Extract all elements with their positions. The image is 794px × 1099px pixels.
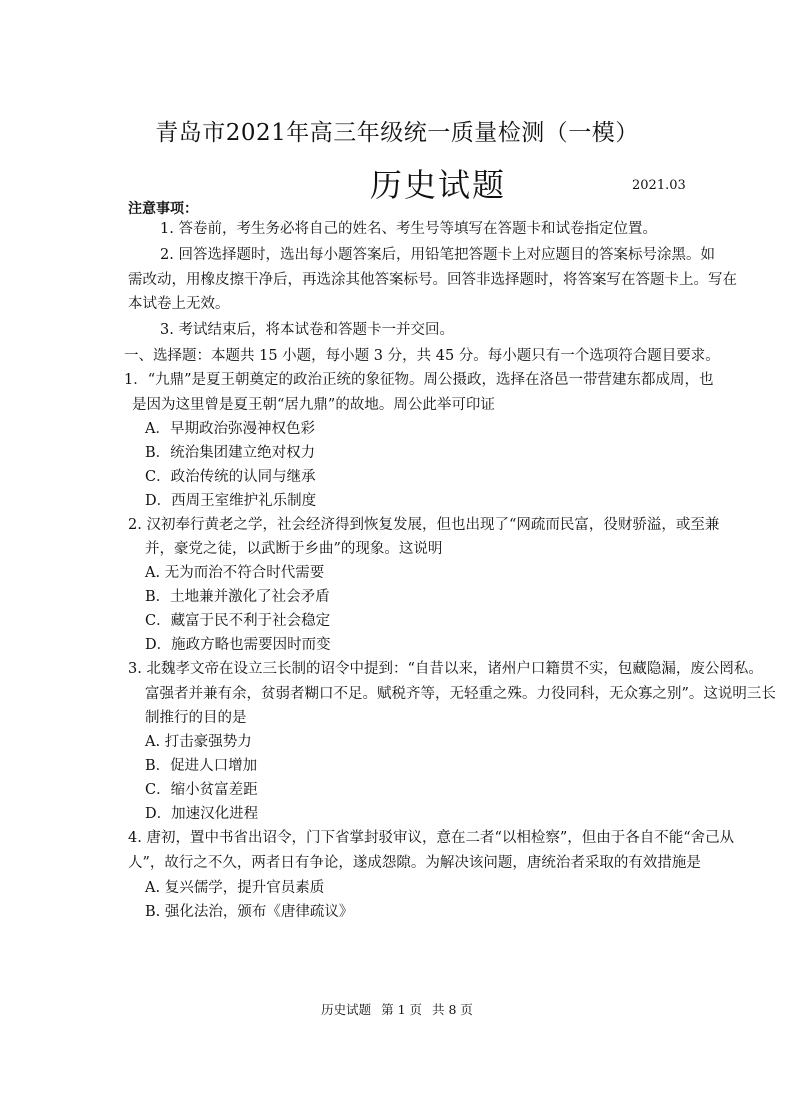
question-2-option-d: D．施政方略也需要因时而变 — [145, 637, 331, 653]
question-3-option-c: C．缩小贫富差距 — [145, 782, 258, 798]
footer-subject: 历史试题 — [321, 1002, 372, 1017]
question-1-option-b: B．统治集团建立绝对权力 — [145, 445, 316, 461]
question-2-option-c: C．藏富于民不利于社会稳定 — [145, 613, 331, 629]
question-3-option-d: D．加速汉化进程 — [145, 806, 259, 822]
page-footer — [0, 1000, 794, 1018]
question-3-stem-line-3: 制推行的目的是 — [145, 710, 247, 726]
notice-item-2-line-2: 需改动，用橡皮擦干净后，再选涂其他答案标号。回答非选择题时，将答案写在答题卡上。写在 — [128, 272, 737, 288]
notice-item-1: 1. 答卷前，考生务必将自己的姓名、考生号等填写在答题卡和试卷指定位置。 — [160, 221, 657, 237]
question-4-stem-line-2: 人”，故行之不久，两者日有争论，遂成怨隙。为解决该问题，唐统治者采取的有效措施是 — [128, 855, 701, 871]
notice-item-3: 3. 考试结束后，将本试卷和答题卡一并交回。 — [160, 322, 454, 338]
question-1-stem-line-2: 是因为这里曾是夏王朝“居九鼎”的故地。周公此举可印证 — [132, 397, 495, 413]
question-4-option-b: B. 强化法治，颁布《唐律疏议》 — [145, 904, 354, 920]
question-4-stem-line-1: 4. 唐初，置中书省出诏令，门下省掌封驳审议，意在二者“以相检察”，但由于各自不能“舍己从 — [128, 830, 735, 846]
footer-total-pages: 共 8 页 — [431, 1002, 473, 1017]
question-3-stem-line-2: 富强者并兼有余，贫弱者糊口不足。赋税齐等，无轻重之殊。力役同科，无众寡之别”。这说明三长 — [145, 686, 776, 702]
notice-heading: 注意事项： — [128, 201, 198, 217]
notice-item-2-line-3: 本试卷上无效。 — [128, 296, 230, 312]
section-heading: 一、选择题：本题共 15 小题，每小题 3 分，共 45 分。每小题只有一个选项符合题目要求。 — [124, 348, 720, 364]
question-1-option-c: C．政治传统的认同与继承 — [145, 469, 316, 485]
question-1-option-d: D．西周王室维护礼乐制度 — [145, 493, 317, 509]
notice-item-2-line-1: 2. 回答选择题时，选出每小题答案后，用铅笔把答题卡上对应题目的答案标号涂黑。如 — [160, 247, 715, 263]
question-3-stem-line-1: 3. 北魏孝文帝在设立三长制的诏令中提到：“自昔以来，诸州户口籍贯不实，包藏隐漏，废公罔私。 — [128, 661, 763, 677]
question-2-option-b: B．土地兼并激化了社会矛盾 — [145, 589, 330, 605]
question-3-option-a: A. 打击豪强势力 — [145, 734, 252, 750]
question-2-option-a: A. 无为而治不符合时代需要 — [145, 565, 325, 581]
exam-title: 青岛市2021年高三年级统一质量检测（一模） — [155, 120, 639, 146]
question-2-stem-line-2: 并，豪党之徒，以武断于乡曲”的现象。这说明 — [145, 541, 443, 557]
subject-title: 历史试题 — [370, 166, 507, 204]
question-1-stem-line-1: 1．“九鼎”是夏王朝奠定的政治正统的象征物。周公摄政，选择在洛邑一带营建东都成周，也 — [124, 372, 714, 388]
question-1-option-a: A．早期政治弥漫神权色彩 — [145, 421, 315, 437]
question-3-option-b: B．促进人口增加 — [145, 758, 258, 774]
question-2-stem-line-1: 2. 汉初奉行黄老之学，社会经济得到恢复发展，但也出现了“网疏而民富，役财骄溢，或至兼 — [128, 517, 720, 533]
exam-date: 2021.03 — [632, 178, 686, 193]
footer-page-number: 第 1 页 — [381, 1002, 422, 1017]
question-4-option-a: A. 复兴儒学，提升官员素质 — [145, 880, 325, 896]
